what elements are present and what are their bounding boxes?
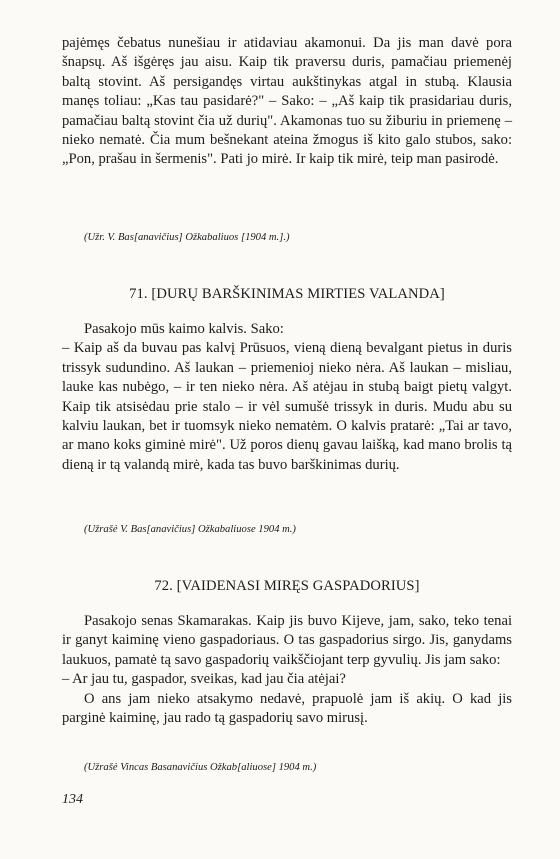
section-top-block (62, 34, 512, 170)
section-71-block (62, 320, 512, 475)
section-71-intro: Pasakojo mūs kaimo kalvis. Sako: (84, 321, 284, 337)
section-72-paragraph: Pasakojo senas Skamarakas. Kaip jis buvo Kijeve, jam, sako, teko tenai ir ganyt kaiminę vieno gaspadoriaus. O tas gaspadorius sirgo. Jis, ganydams laukuos, pamatė tą savo gaspadorių vaikščiojant terp gyvulių. Jis jam sako: (62, 613, 512, 668)
page-number: 134 (62, 792, 83, 807)
section-71-source-note: (Užrašė V. Bas[anavičius] Ožkabaliuose 1904 m.) (84, 524, 296, 535)
section-72-dialogue: – Ar jau tu, gaspador, sveikas, kad jau čia atėjai? (62, 671, 346, 688)
section-71-heading: 71. [DURŲ BARŠKINIMAS MIRTIES VALANDA] (129, 286, 445, 302)
section-72-source-note: (Užrašė Vincas Basanavičius Ožkab[aliuose] 1904 m.) (84, 762, 317, 773)
section-72-closing: O ans jam nieko atsakymo nedavė, prapuolė jam iš akių. O kad jis parginė kaiminę, jau rado tą gaspadorių savo mirusį. (62, 690, 512, 727)
section-71-paragraph: – Kaip aš da buvau pas kalvį Prūsuos, vieną dieną bevalgant pietus in duris trissyk sudundino. Aš laukan – priemenioj nieko nėra. Aš laukan – misliau, lauke kas nubėgo, – ir ten nieko nėra. Aš atėjau in stubą baigt pietų valgyt. Kaip tik atsisėdau prie stalo – ir vėl sumušė trissyk in duris. Mudu abu su kalviu laukan, bet ir tuomsyk nieko nematėm. O kalvis pratarė: „Tai ar tavo, ar mano koks giminė mirė". Už poros dienų gavau laišką, kad mano brolis tą dieną ir tą valandą mirė, kada tas buvo barškinimas durių. (62, 340, 512, 473)
top-source-note: (Užr. V. Bas[anavičius] Ožkabaliuos [1904 m.].) (84, 232, 290, 243)
section-72-block (62, 612, 512, 728)
top-paragraph: pajėmęs čebatus nunešiau ir atidaviau akamonui. Da jis man davė pora šnapsų. Aš išgėręs jau aisu. Kaip tik praversu duris, pamačiau priemenėj baltą stovint. Aš persigandęs virtau aukštinykas atgal in stubą. Klausia manęs toliau: „Kas tau pasidarė?" – Sako: – „Aš kaip tik prasidariau duris, pamačiau baltą stovint čia už durių". Akamonas tuo su žiburiu in priemenę – nieko nematė. Čia mum bešnekant ateina žmogus iš kito galo stubos, sako: „Pon, prašau in šermenis". Pati jo mirė. Ir kaip tik mirė, teip man pasirodė. (62, 35, 512, 168)
section-72-heading: 72. [VAIDENASI MIRĘS GASPADORIUS] (154, 578, 420, 594)
